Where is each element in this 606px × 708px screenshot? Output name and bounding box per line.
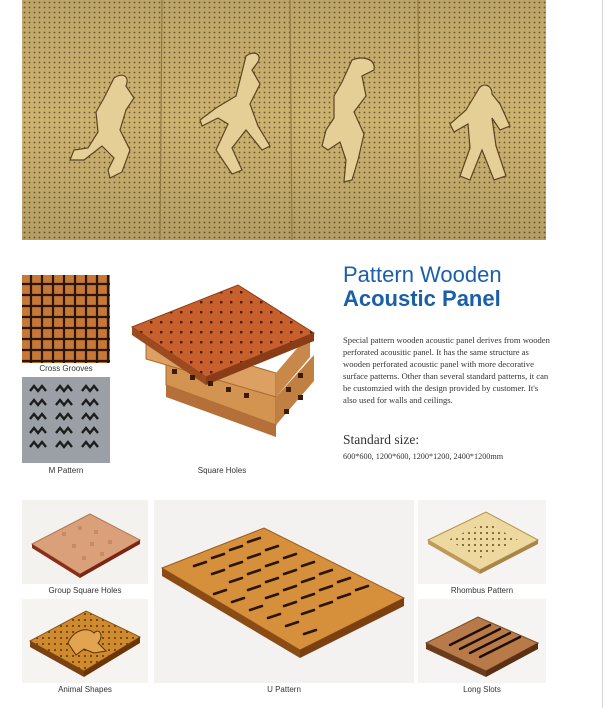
long-slots-photo [418,599,546,683]
standard-size-label: Standard size: [343,432,420,447]
title-acoustic-panel: Acoustic Panel [343,286,501,311]
caption-animal-shapes: Animal Shapes [58,685,112,694]
page-edge-line [602,0,603,708]
caption-rhombus-pattern: Rhombus Pattern [450,586,514,595]
hero-image [22,0,546,240]
hero-perforated-wall-photo [22,0,546,240]
caption-u-pattern: U Pattern [267,685,301,694]
m-pattern-photo [22,377,110,463]
caption-group-square-holes: Group Square Holes [48,586,122,595]
caption-m-pattern: M Pattern [48,466,84,475]
cross-grooves-photo [22,275,110,363]
square-holes-photo [126,277,322,463]
caption-square-holes: Square Holes [197,466,247,475]
caption-cross-grooves: Cross Grooves [39,364,93,373]
animal-shapes-photo [22,599,148,683]
group-square-holes-photo [22,500,148,584]
standard-size-value: 600*600, 1200*600, 1200*1200, 2400*1200mm [343,452,504,461]
u-pattern-photo [154,500,414,683]
caption-long-slots: Long Slots [463,685,501,694]
product-description: Special pattern wooden acoustic panel derives from wooden perforated acousitic panel. It has the same structure as wooden perforated acoustic panel with more decorative surface patterns. Other than several standard patterns, it can be customzied with the design provided by customer. It's also used for walls and ceilings. [343,335,550,405]
title-pattern-wooden: Pattern Wooden [343,262,502,287]
rhombus-pattern-photo [418,500,546,584]
